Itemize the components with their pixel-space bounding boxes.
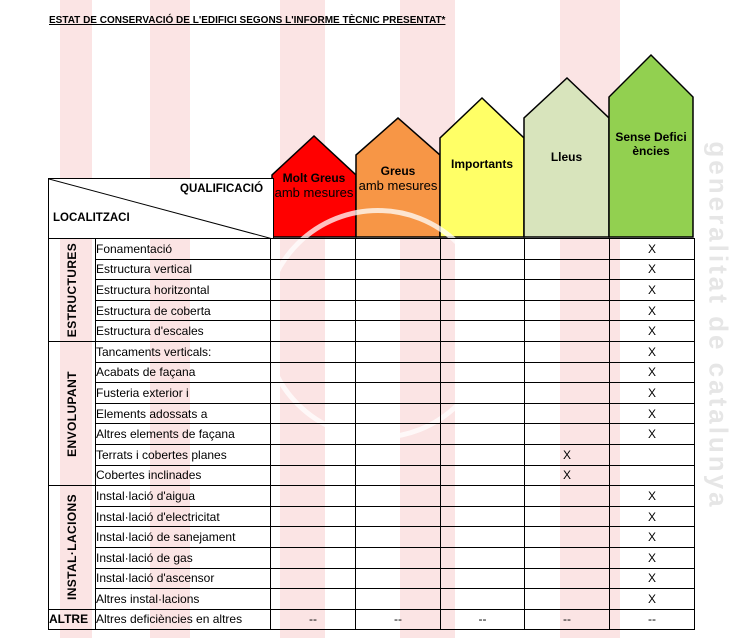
rating-cell: X xyxy=(610,403,695,424)
rating-cell xyxy=(356,589,441,610)
rating-cell: -- xyxy=(610,609,695,630)
rating-cell xyxy=(525,362,610,383)
rating-cell xyxy=(271,424,356,445)
rating-cell xyxy=(271,465,356,486)
rating-cell xyxy=(441,403,525,424)
rating-cell xyxy=(441,465,525,486)
header-label-lleus: Lleus xyxy=(550,150,583,164)
row-label: Estructura horitzontal xyxy=(96,280,271,301)
header-label-sense-deficiencies: Sense Deficiències xyxy=(615,130,687,158)
table-row xyxy=(49,341,695,362)
group-envolupant xyxy=(49,341,96,485)
rating-cell xyxy=(441,239,525,260)
table-row xyxy=(49,589,695,610)
rating-cell: X xyxy=(610,527,695,548)
group-label: ENVOLUPANT xyxy=(65,370,79,457)
qualificacio-label: QUALIFICACIÓ xyxy=(180,183,264,195)
rating-cell xyxy=(525,589,610,610)
group-instalacions xyxy=(49,486,96,610)
rating-cell xyxy=(441,362,525,383)
group-label: INSTAL·LACIONS xyxy=(65,494,79,601)
rating-cell xyxy=(356,403,441,424)
row-label: Acabats de façana xyxy=(96,362,271,383)
rating-cell xyxy=(525,383,610,404)
watermark-text: generalitat de catalunya xyxy=(703,140,734,510)
row-label: Instal·lació de gas xyxy=(96,547,271,568)
rating-cell xyxy=(271,383,356,404)
rating-cell xyxy=(356,444,441,465)
rating-cell xyxy=(441,589,525,610)
rating-cell: X xyxy=(610,589,695,610)
corner-header xyxy=(48,178,274,239)
rating-cell: X xyxy=(610,486,695,507)
table-row xyxy=(49,362,695,383)
rating-cell xyxy=(441,444,525,465)
row-label: Tancaments verticals: xyxy=(96,341,271,362)
rating-cell xyxy=(441,506,525,527)
row-label: Fusteria exterior i xyxy=(96,383,271,404)
rating-cell xyxy=(356,239,441,260)
rating-cell xyxy=(271,362,356,383)
rating-cell: X xyxy=(610,424,695,445)
table-row xyxy=(49,383,695,404)
rating-cell xyxy=(271,321,356,342)
rating-cell xyxy=(610,444,695,465)
row-label: Elements adossats a xyxy=(96,403,271,424)
rating-cell xyxy=(610,465,695,486)
table-row xyxy=(49,609,695,630)
rating-cell xyxy=(356,362,441,383)
rating-cell: X xyxy=(610,506,695,527)
localitzacio-label: LOCALITZACI xyxy=(53,212,130,224)
table-row xyxy=(49,444,695,465)
rating-cell xyxy=(525,341,610,362)
row-label: Altres instal·lacions xyxy=(96,589,271,610)
rating-cell xyxy=(356,259,441,280)
table-row xyxy=(49,486,695,507)
rating-cell xyxy=(356,341,441,362)
rating-cell xyxy=(356,527,441,548)
header-label-molt-greus: Molt Greus amb mesures xyxy=(274,171,354,200)
table-row xyxy=(49,300,695,321)
row-label: Instal·lació d'aigua xyxy=(96,486,271,507)
rating-cell xyxy=(441,527,525,548)
rating-cell xyxy=(441,300,525,321)
rating-cell xyxy=(356,506,441,527)
table-row xyxy=(49,424,695,445)
group-altres: ALTRE xyxy=(49,609,96,630)
rating-cell: X xyxy=(610,259,695,280)
rating-cell xyxy=(441,424,525,445)
table-row xyxy=(49,321,695,342)
rating-cell: X xyxy=(610,321,695,342)
rating-cell xyxy=(525,239,610,260)
rating-cell: -- xyxy=(525,609,610,630)
rating-cell: -- xyxy=(271,609,356,630)
rating-cell xyxy=(441,486,525,507)
rating-cell: -- xyxy=(356,609,441,630)
page-title: ESTAT DE CONSERVACIÓ DE L'EDIFICI SEGONS L'INFORME TÈCNIC PRESENTAT* xyxy=(49,15,446,26)
table-row xyxy=(49,568,695,589)
table-row xyxy=(49,465,695,486)
group-label: ESTRUCTURES xyxy=(65,242,79,338)
rating-cell: X xyxy=(610,547,695,568)
rating-cell: X xyxy=(610,280,695,301)
rating-cell xyxy=(525,486,610,507)
row-label: Altres deficiències en altres xyxy=(96,609,271,630)
row-label: Terrats i cobertes planes xyxy=(96,444,271,465)
rating-cell: X xyxy=(610,362,695,383)
rating-cell: X xyxy=(525,465,610,486)
table-row xyxy=(49,506,695,527)
rating-cell xyxy=(271,547,356,568)
rating-cell xyxy=(441,341,525,362)
row-label: Altres elements de façana xyxy=(96,424,271,445)
rating-cell xyxy=(271,259,356,280)
rating-cell xyxy=(525,424,610,445)
table-row xyxy=(49,239,695,260)
row-label: Estructura de coberta xyxy=(96,300,271,321)
rating-cell xyxy=(356,424,441,445)
rating-cell xyxy=(271,300,356,321)
rating-cell xyxy=(356,280,441,301)
row-label: Fonamentació xyxy=(96,239,271,260)
group-estructures xyxy=(49,239,96,342)
rating-cell xyxy=(356,568,441,589)
rating-cell xyxy=(525,280,610,301)
rating-cell xyxy=(271,280,356,301)
rating-cell: X xyxy=(525,444,610,465)
row-label: Instal·lació d'ascensor xyxy=(96,568,271,589)
rating-cell: X xyxy=(610,239,695,260)
rating-cell xyxy=(525,527,610,548)
rating-cell xyxy=(441,383,525,404)
rating-cell xyxy=(271,527,356,548)
rating-cell xyxy=(271,341,356,362)
rating-cell xyxy=(525,321,610,342)
rating-cell xyxy=(441,547,525,568)
rating-cell: X xyxy=(610,568,695,589)
rating-cell xyxy=(271,568,356,589)
rating-cell xyxy=(356,321,441,342)
rating-cell xyxy=(525,547,610,568)
rating-cell xyxy=(441,321,525,342)
rating-cell: X xyxy=(610,341,695,362)
rating-cell: -- xyxy=(441,609,525,630)
rating-cell xyxy=(271,403,356,424)
rating-cell xyxy=(356,547,441,568)
rating-cell xyxy=(441,259,525,280)
rating-cell xyxy=(525,403,610,424)
rating-cell xyxy=(525,506,610,527)
table-row xyxy=(49,280,695,301)
rating-cell xyxy=(441,568,525,589)
table-row xyxy=(49,403,695,424)
rating-cell xyxy=(356,465,441,486)
header-label-greus: Greus amb mesures xyxy=(358,164,438,193)
rating-cell xyxy=(271,486,356,507)
rating-cell xyxy=(271,444,356,465)
row-label: Cobertes inclinades xyxy=(96,465,271,486)
rating-cell xyxy=(441,280,525,301)
table-row xyxy=(49,547,695,568)
row-label: Estructura d'escales xyxy=(96,321,271,342)
table-row xyxy=(49,259,695,280)
header-label-importants: Importants xyxy=(450,157,513,171)
table-row xyxy=(49,527,695,548)
row-label: Instal·lació de sanejament xyxy=(96,527,271,548)
assessment-table xyxy=(48,238,695,630)
rating-cell: X xyxy=(610,300,695,321)
rating-cell xyxy=(525,259,610,280)
row-label: Estructura vertical xyxy=(96,259,271,280)
rating-cell xyxy=(271,239,356,260)
rating-cell xyxy=(525,568,610,589)
rating-cell xyxy=(356,486,441,507)
rating-cell xyxy=(271,506,356,527)
rating-cell: X xyxy=(610,383,695,404)
rating-cell xyxy=(271,589,356,610)
rating-cell xyxy=(525,300,610,321)
rating-cell xyxy=(356,383,441,404)
rating-cell xyxy=(356,300,441,321)
row-label: Instal·lació d'electricitat xyxy=(96,506,271,527)
